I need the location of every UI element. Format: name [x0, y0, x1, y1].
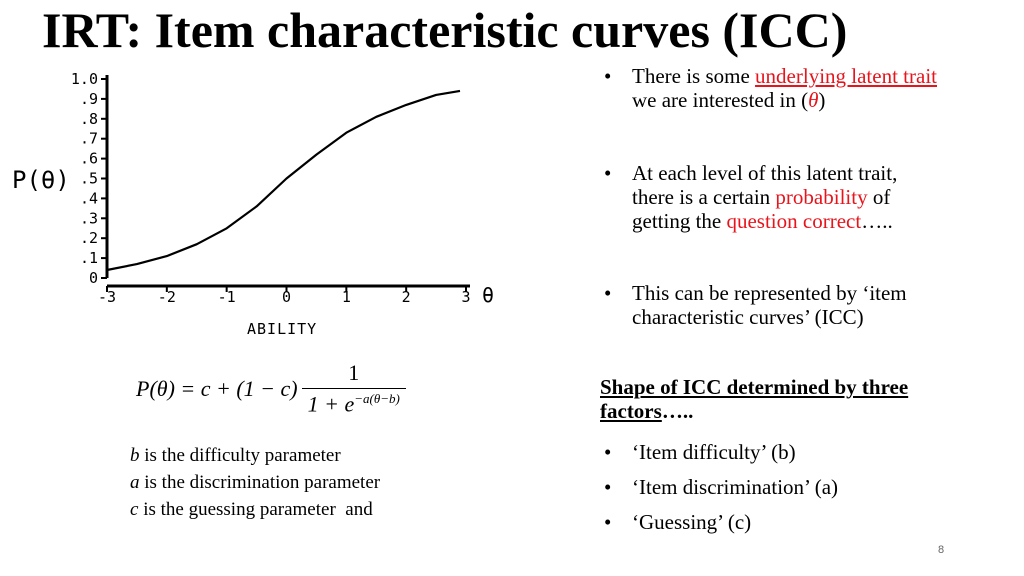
- bullet-dot-icon: •: [604, 161, 612, 185]
- param-c-text: is the guessing parameter and: [138, 499, 373, 520]
- x-tick-label: 1: [341, 288, 351, 306]
- bullet-1-close: ): [818, 88, 826, 112]
- param-b-text: is the difficulty parameter: [139, 445, 341, 466]
- param-a-symbol: a: [130, 472, 140, 493]
- shape-heading-ellipsis: …..: [661, 399, 694, 423]
- shape-heading: [600, 375, 1000, 423]
- bullet-dot-icon: •: [604, 510, 612, 534]
- x-tick-label: -1: [217, 288, 236, 306]
- x-tick-label: 0: [281, 288, 292, 306]
- y-tick-label: .1: [79, 249, 98, 268]
- bullet-dot-icon: •: [604, 440, 612, 464]
- page-number: 8: [938, 544, 945, 556]
- param-c-symbol: c: [130, 499, 139, 520]
- x-axis-symbol: θ: [482, 283, 495, 307]
- x-tick-label: -3: [97, 288, 117, 306]
- x-tick-label: 3: [461, 288, 471, 306]
- y-tick-label: .5: [79, 169, 98, 188]
- bullet-3-line1: This can be represented by ‘item: [632, 281, 907, 305]
- formula-denominator-base: 1 + e: [307, 391, 355, 417]
- param-c: [130, 496, 380, 523]
- bullet-dot-icon: •: [604, 64, 612, 88]
- formula-denominator: [302, 388, 406, 417]
- bullet-1-pre: There is some: [632, 64, 756, 88]
- x-axis-label: ABILITY: [247, 320, 318, 338]
- bullet-2-question-correct: question correct: [726, 209, 862, 233]
- factor-item: [600, 505, 838, 540]
- bullet-icc: [600, 281, 907, 329]
- theta-symbol: θ: [808, 88, 819, 112]
- bullet-latent-trait: [600, 64, 937, 112]
- parameter-definitions: [130, 442, 380, 523]
- y-tick-label: .4: [79, 189, 98, 208]
- formula-exponent: −a(θ−b): [354, 391, 400, 406]
- y-axis-label: P(θ): [12, 166, 70, 194]
- param-b-symbol: b: [130, 445, 140, 466]
- icc-chart: [0, 0, 600, 350]
- bullet-probability: [600, 161, 897, 233]
- bullet-dot-icon: •: [604, 281, 612, 305]
- bullet-3-line2: characteristic curves’ (ICC): [632, 305, 864, 329]
- bullet-2-probability: probability: [775, 185, 868, 209]
- factor-item: [600, 435, 838, 470]
- y-tick-label: .9: [79, 89, 98, 108]
- factor-label: ‘Guessing’ (c): [632, 510, 752, 534]
- bullet-2-line2-pre: there is a certain: [632, 185, 776, 209]
- x-tick-label: -2: [157, 288, 176, 306]
- y-tick-label: .7: [79, 129, 98, 148]
- factor-list: [600, 435, 838, 540]
- icc-curve-line: [107, 91, 460, 270]
- y-tick-label: .3: [79, 209, 98, 228]
- bullet-dot-icon: •: [604, 475, 612, 499]
- factor-label: ‘Item difficulty’ (b): [632, 440, 796, 464]
- param-a: [130, 469, 380, 496]
- y-tick-label: 0: [88, 269, 98, 287]
- formula-lhs: P(θ) = c + (1 − c): [136, 375, 298, 401]
- y-tick-label: 1.0: [70, 70, 98, 88]
- shape-heading-line1: Shape of ICC determined by three: [600, 375, 909, 399]
- formula-numerator: 1: [348, 360, 360, 385]
- bullet-2-line3-pre: getting the: [632, 209, 727, 233]
- shape-heading-line2: factors: [600, 399, 662, 423]
- y-tick-label: .6: [79, 149, 98, 168]
- y-tick-label: .2: [79, 229, 98, 248]
- bullet-1-line2: we are interested in (: [632, 88, 809, 112]
- param-a-text: is the discrimination parameter: [139, 472, 381, 493]
- formula-fraction: [302, 360, 406, 417]
- slide-title: IRT: Item characteristic curves (ICC): [42, 2, 848, 58]
- bullet-1-highlight: underlying latent trait: [755, 64, 937, 88]
- x-tick-label: 2: [401, 288, 411, 306]
- factor-item: [600, 470, 838, 505]
- param-b: [130, 442, 380, 469]
- factor-label: ‘Item discrimination’ (a): [632, 475, 839, 499]
- y-tick-label: .8: [79, 109, 98, 128]
- bullet-2-line2-post: of: [867, 185, 891, 209]
- bullet-2-line3-post: …..: [861, 209, 893, 233]
- bullet-2-line1: At each level of this latent trait,: [632, 161, 898, 185]
- icc-formula: [136, 360, 406, 417]
